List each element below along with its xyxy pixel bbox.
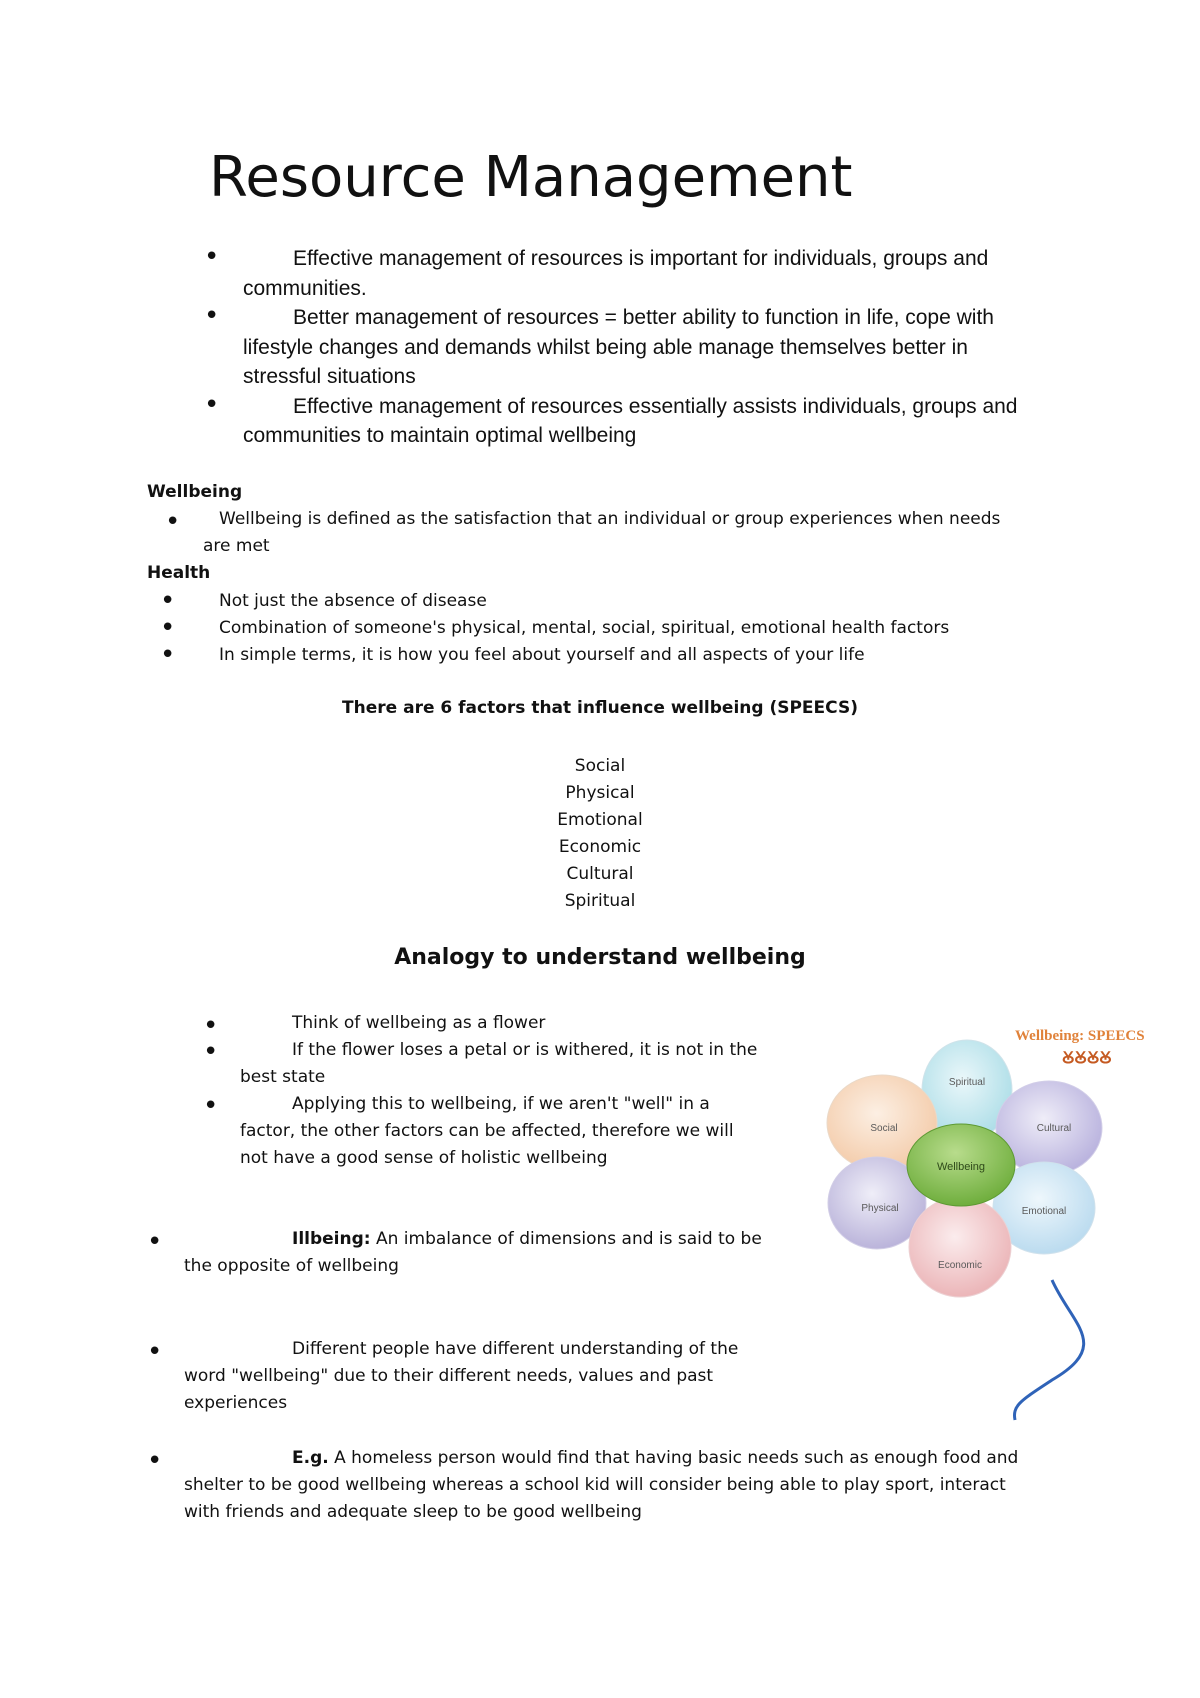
bullet-dot: • (204, 390, 220, 420)
bullet-dot: • (147, 1337, 163, 1367)
bullet-dot: • (160, 613, 176, 643)
flower-stem (1014, 1280, 1083, 1420)
center-label: Wellbeing (936, 1161, 986, 1173)
bullet-dot: • (204, 242, 220, 272)
petal-label-cultural: Cultural (1036, 1123, 1072, 1134)
petal-economic (909, 1197, 1011, 1297)
example-block (184, 1445, 1084, 1526)
factor-item: Emotional (557, 810, 643, 830)
petal-label-emotional: Emotional (1021, 1206, 1067, 1217)
health-item: Not just the absence of disease (219, 591, 487, 611)
bullet-dot: • (147, 1446, 163, 1476)
factor-item: Economic (558, 837, 642, 857)
intro-line: lifestyle changes and demands whilst being able manage themselves better in (243, 335, 968, 359)
intro-list (243, 244, 1073, 451)
health-list (219, 588, 1099, 669)
health-heading: Health (147, 563, 211, 583)
example-line (184, 1445, 1084, 1472)
bullet-dot: • (160, 586, 176, 616)
example-text: A homeless person would find that having basic needs such as enough food and (334, 1448, 1019, 1468)
petal-label-economic: Economic (938, 1260, 982, 1271)
factor-item: Social (574, 756, 626, 776)
example-label: E.g. (292, 1448, 329, 1468)
petal-label-spiritual: Spiritual (948, 1077, 986, 1088)
intro-line: stressful situations (243, 365, 416, 388)
bullet-dot: • (160, 640, 176, 670)
intro-line: communities. (243, 276, 367, 300)
factor-item: Physical (565, 783, 635, 803)
petal-label-physical: Physical (861, 1203, 899, 1214)
example-line: with friends and adequate sleep to be good wellbeing (184, 1502, 642, 1522)
health-item: In simple terms, it is how you feel about yourself and all aspects of your life (219, 645, 865, 665)
different-line: experiences (184, 1393, 288, 1413)
wellbeing-definition (203, 506, 1083, 560)
intro-line: communities to maintain optimal wellbeing (243, 424, 637, 447)
analogy-line: factor, the other factors can be affected, therefore we will (240, 1121, 734, 1141)
bullet-dot: • (204, 301, 220, 331)
bullet-dot: • (203, 1091, 219, 1121)
wellbeing-line: Wellbeing is defined as the satisfaction that an individual or group experiences when needs (219, 509, 1001, 529)
wellbeing-line: are met (203, 536, 270, 556)
analogy-list (240, 1010, 800, 1172)
bullet-dot: • (147, 1227, 163, 1257)
different-line: word "wellbeing" due to their different needs, values and past (184, 1366, 714, 1386)
analogy-heading: Analogy to understand wellbeing (394, 945, 806, 970)
flower-subtitle: ꙊꙊꙊꙊ (1062, 1048, 1112, 1067)
factor-item: Cultural (566, 864, 634, 884)
flower-title: Wellbeing: SPEECS (1015, 1028, 1145, 1044)
illbeing-text: An imbalance of dimensions and is said to be (375, 1229, 762, 1249)
intro-line: Effective management of resources is important for individuals, groups and (293, 247, 989, 270)
illbeing-block (184, 1226, 804, 1280)
analogy-line: not have a good sense of holistic wellbeing (240, 1148, 608, 1168)
factors-heading: There are 6 factors that influence wellbeing (SPEECS) (342, 698, 858, 718)
intro-line: Better management of resources = better ability to function in life, cope with (293, 306, 994, 329)
bullet-dot: • (165, 507, 181, 537)
illbeing-label: Illbeing: (292, 1229, 371, 1249)
example-line: shelter to be good wellbeing whereas a school kid will consider being able to play sport, interact (184, 1475, 1006, 1495)
intro-line: Effective management of resources essentially assists individuals, groups and (293, 394, 1018, 418)
petal-label-social: Social (870, 1123, 898, 1134)
illbeing-line (184, 1226, 804, 1253)
bullet-dot: • (203, 1037, 219, 1067)
factor-item: Spiritual (564, 891, 636, 911)
wellbeing-heading: Wellbeing (147, 482, 243, 502)
different-block (184, 1336, 804, 1417)
page-title: Resource Management (209, 145, 853, 210)
illbeing-line: the opposite of wellbeing (184, 1256, 399, 1276)
analogy-line: Think of wellbeing as a flower (292, 1013, 546, 1033)
factors-list (0, 753, 1200, 915)
analogy-line: If the flower loses a petal or is withered, it is not in the (292, 1040, 758, 1060)
wellbeing-flower-diagram (822, 1025, 1182, 1425)
bullet-dot: • (203, 1011, 219, 1041)
different-line: Different people have different understanding of the (292, 1339, 739, 1359)
analogy-line: best state (240, 1067, 326, 1087)
analogy-line: Applying this to wellbeing, if we aren't "well" in a (292, 1094, 710, 1114)
health-item: Combination of someone's physical, mental, social, spiritual, emotional health factors (219, 618, 950, 638)
